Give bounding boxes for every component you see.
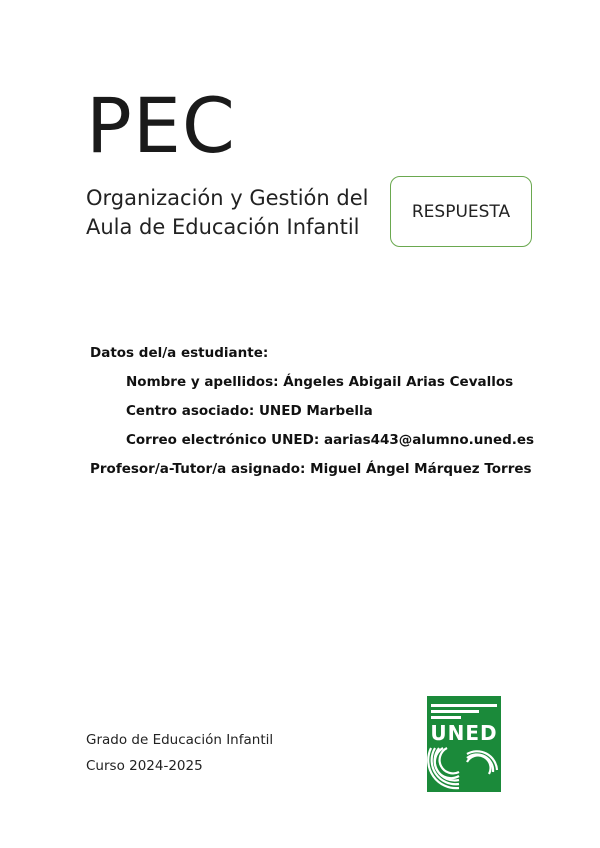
footer-year: Curso 2024-2025: [86, 758, 203, 774]
subtitle-line-2: Aula de Educación Infantil: [86, 215, 360, 239]
uned-logo: [427, 696, 501, 792]
student-name: Nombre y apellidos: Ángeles Abigail Arias Cevallos: [126, 374, 514, 390]
logo-text: UNED: [430, 721, 498, 745]
footer-degree: Grado de Educación Infantil: [86, 732, 274, 748]
respuesta-badge: RESPUESTA: [390, 176, 532, 247]
document-title: PEC: [86, 81, 236, 170]
document-subtitle: [86, 184, 368, 242]
subtitle-line-1: Organización y Gestión del: [86, 186, 369, 210]
student-tutor: Profesor/a-Tutor/a asignado: Miguel Ángel Márquez Torres: [90, 461, 532, 477]
student-email: Correo electrónico UNED: aarias443@alumno.uned.es: [126, 432, 535, 448]
student-center: Centro asociado: UNED Marbella: [126, 403, 373, 419]
student-section-label: Datos del/a estudiante:: [90, 345, 269, 361]
